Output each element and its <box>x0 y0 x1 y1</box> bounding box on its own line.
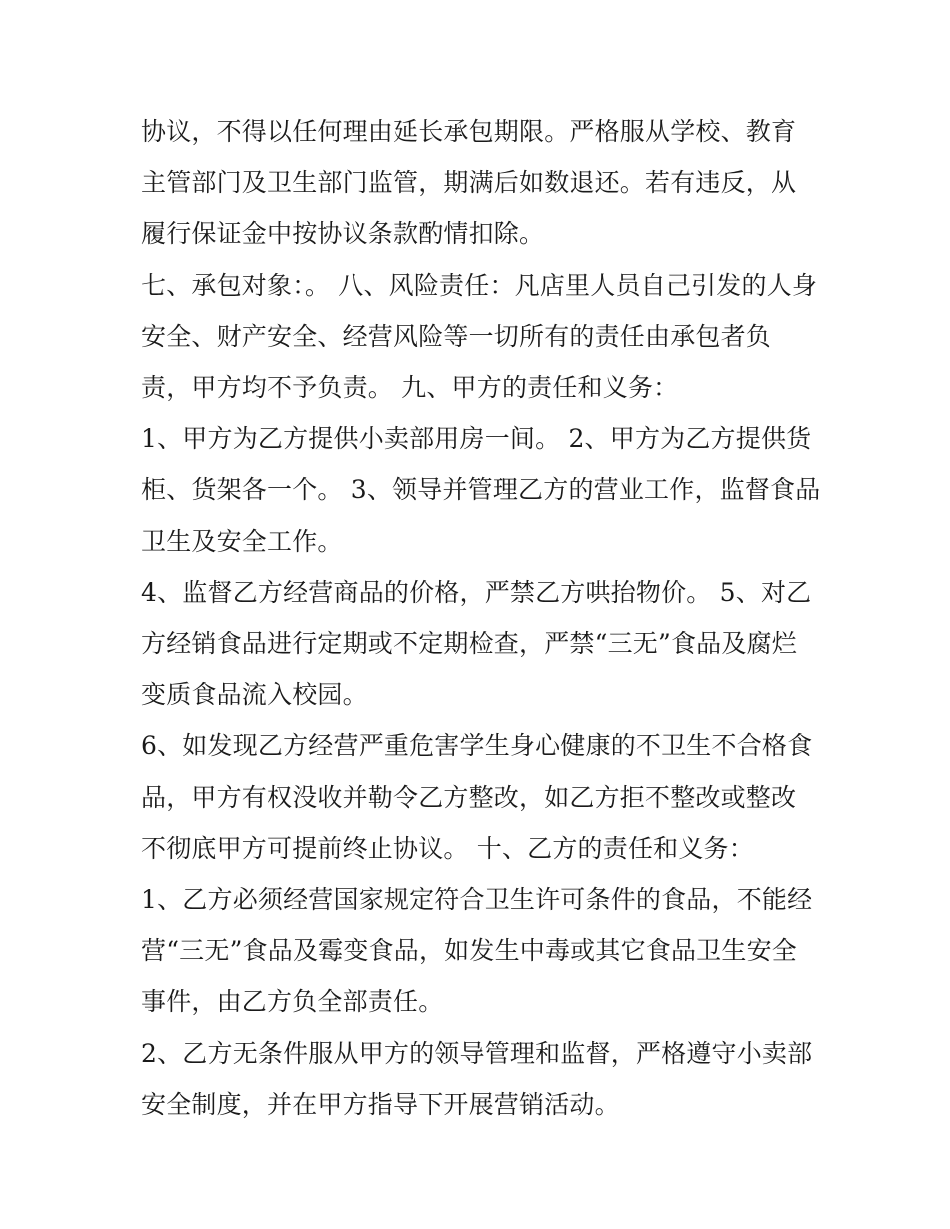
paragraph-deposit-terms: 协议，不得以任何理由延长承包期限。严格服从学校、教育主管部门及卫生部门监管，期满后如数退还。若有违反，从履行保证金中按协议条款酌情扣除。 <box>141 117 797 249</box>
paragraph-party-b-duties-2: 2、乙方无条件服从甲方的领导管理和监督，严格遵守小卖部安全制度，并在甲方指导下开展营销活动。 <box>141 1038 813 1119</box>
paragraph-risk-responsibility: 七、承包对象：。 八、风险责任：凡店里人员自己引发的人身安全、财产安全、经营风险等一切所有的责任由承包者负责，甲方均不予负责。 九、甲方的责任和义务： <box>141 270 818 403</box>
paragraph-party-a-duties-2: 4、监督乙方经营商品的价格，严禁乙方哄抬物价。 5、对乙方经销食品进行定期或不定期检查，严禁“三无”食品及腐烂变质食品流入校园。 <box>141 577 812 710</box>
paragraph-party-a-duties-3: 6、如发现乙方经营严重危害学生身心健康的不卫生不合格食品，甲方有权没收并勒令乙方整改，如乙方拒不整改或整改不彻底甲方可提前终止协议。 十、乙方的责任和义务： <box>141 731 813 863</box>
document-body <box>141 106 821 1130</box>
paragraph-party-b-duties-1: 1、乙方必须经营国家规定符合卫生许可条件的食品，不能经营“三无”食品及霉变食品，如发生中毒或其它食品卫生安全事件，由乙方负全部责任。 <box>141 885 813 1017</box>
paragraph-party-a-duties-1: 1、甲方为乙方提供小卖部用房一间。 2、甲方为乙方提供货柜、货架各一个。 3、领导并管理乙方的营业工作，监督食品卫生及安全工作。 <box>141 424 821 556</box>
